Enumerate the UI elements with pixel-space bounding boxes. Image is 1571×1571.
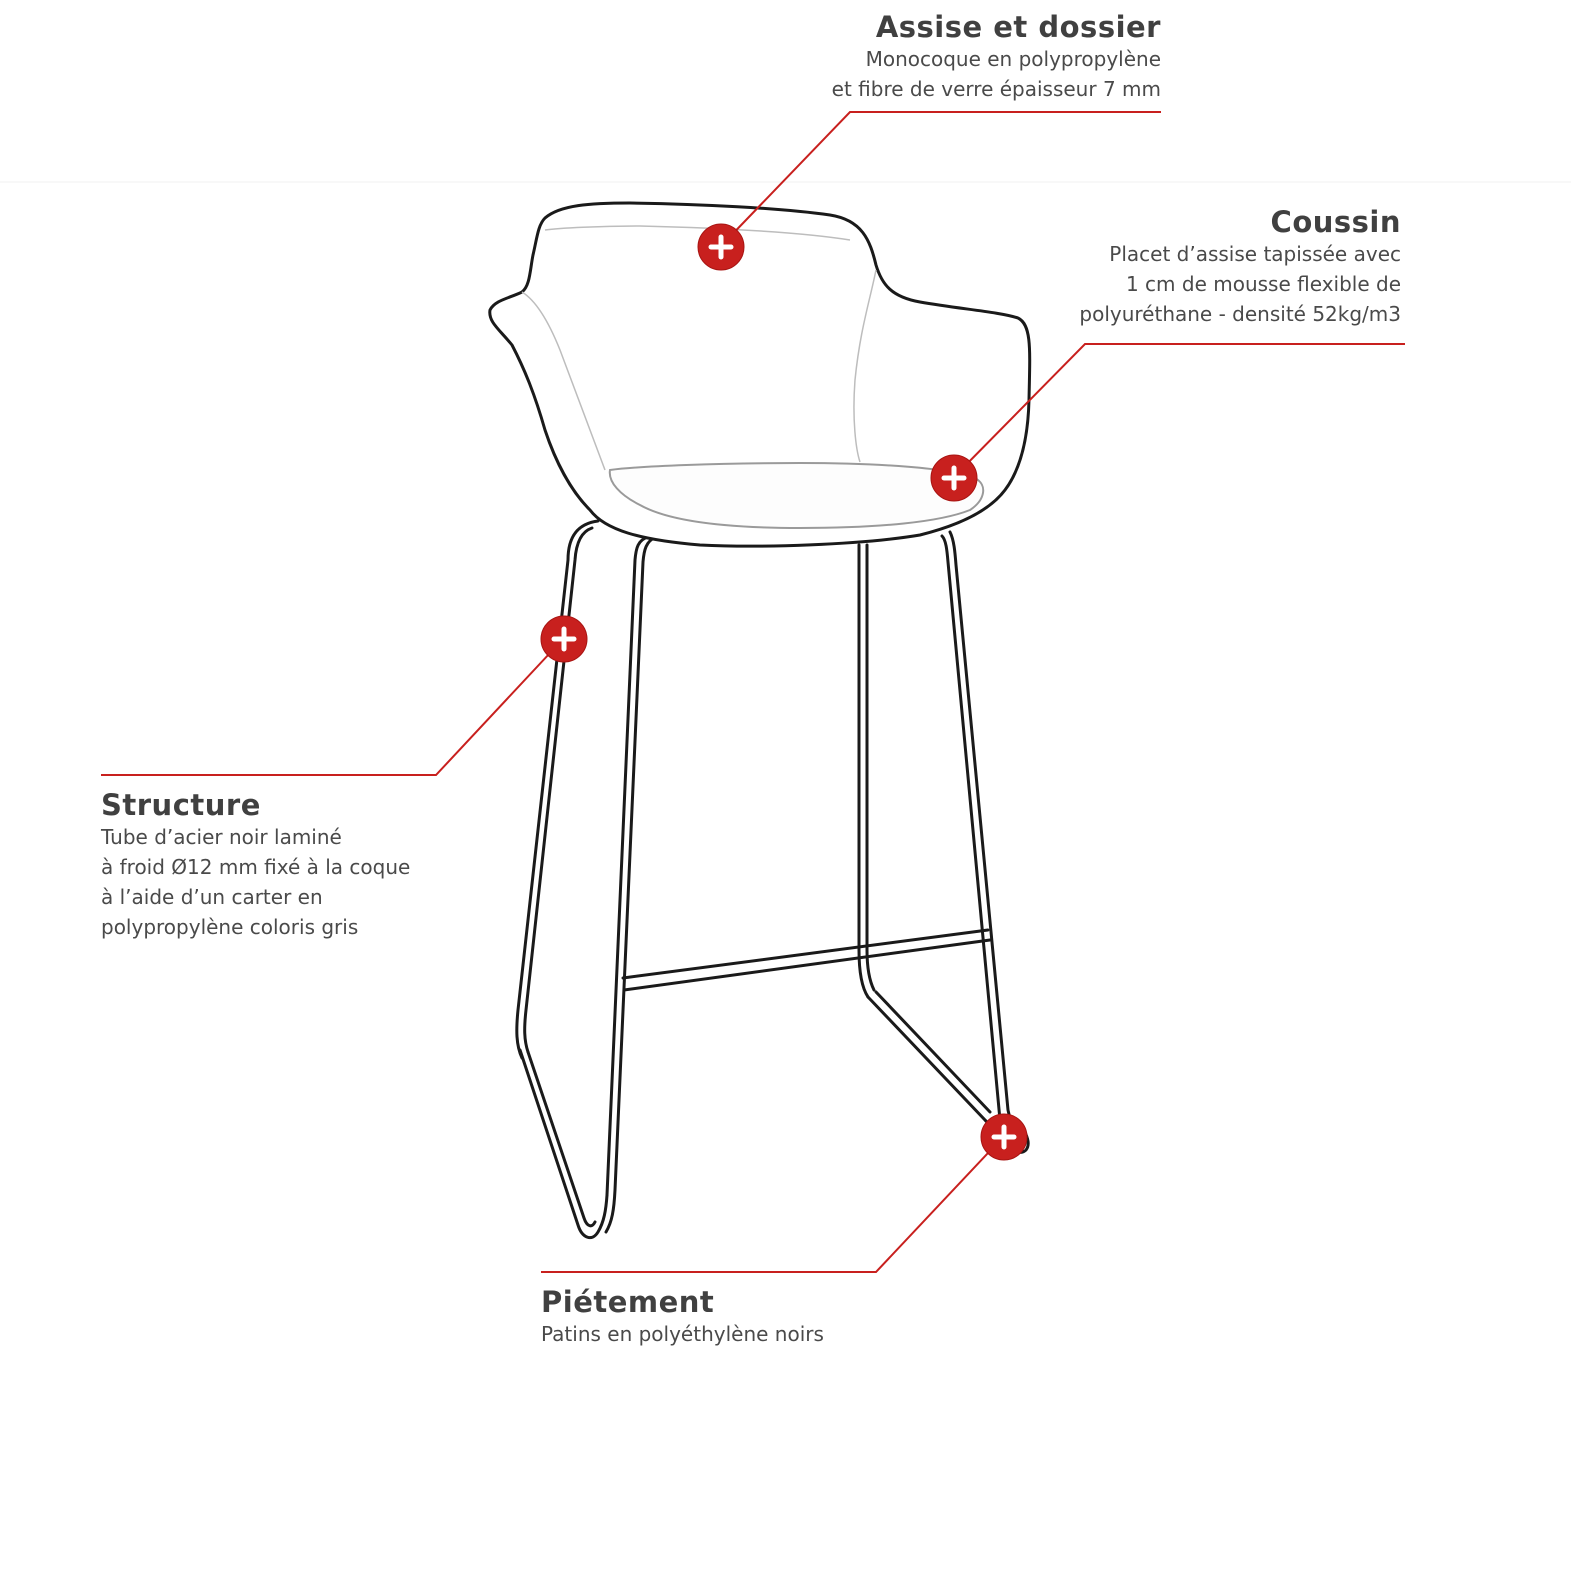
hotspot-assise[interactable] [698,224,744,270]
annotation-line: polyuréthane - densité 52kg/m3 [1079,302,1401,326]
annotation-description [101,822,521,942]
annotation-assise [700,10,1161,104]
front-right-leg [942,536,1000,1120]
annotation-line: Tube d’acier noir laminé [101,825,342,849]
annotation-title: Piétement [541,1285,715,1319]
steel-frame [517,521,1028,1238]
annotation-line: 1 cm de mousse flexible de [1125,272,1401,296]
annotation-structure [101,788,521,942]
hotspot-coussin[interactable] [931,455,977,501]
annotation-description [541,1319,961,1349]
annotation-line: à l’aide d’un carter en [101,885,323,909]
leader-line-structure [101,638,564,775]
annotation-title: Coussin [1270,205,1401,239]
foot-rest [623,930,988,978]
annotation-line: Patins en polyéthylène noirs [541,1322,824,1346]
annotation-line: polypropylène coloris gris [101,915,359,939]
annotation-description [700,44,1161,104]
annotation-line: Placet d’assise tapissée avec [1109,242,1401,266]
annotation-pietement [541,1285,961,1349]
hotspot-pietement[interactable] [981,1114,1027,1160]
annotation-line: et fibre de verre épaisseur 7 mm [831,77,1161,101]
annotation-line: Monocoque en polypropylène [865,47,1161,71]
annotation-description [950,239,1401,329]
leader-line-pietement [541,1136,1004,1272]
left-runner [520,1050,607,1238]
back-left-leg [607,537,648,1195]
annotation-title: Structure [101,788,261,822]
annotation-title: Assise et dossier [875,10,1161,44]
hotspot-structure[interactable] [541,616,587,662]
annotation-line: à froid Ø12 mm fixé à la coque [101,855,411,879]
annotation-coussin [950,205,1401,329]
